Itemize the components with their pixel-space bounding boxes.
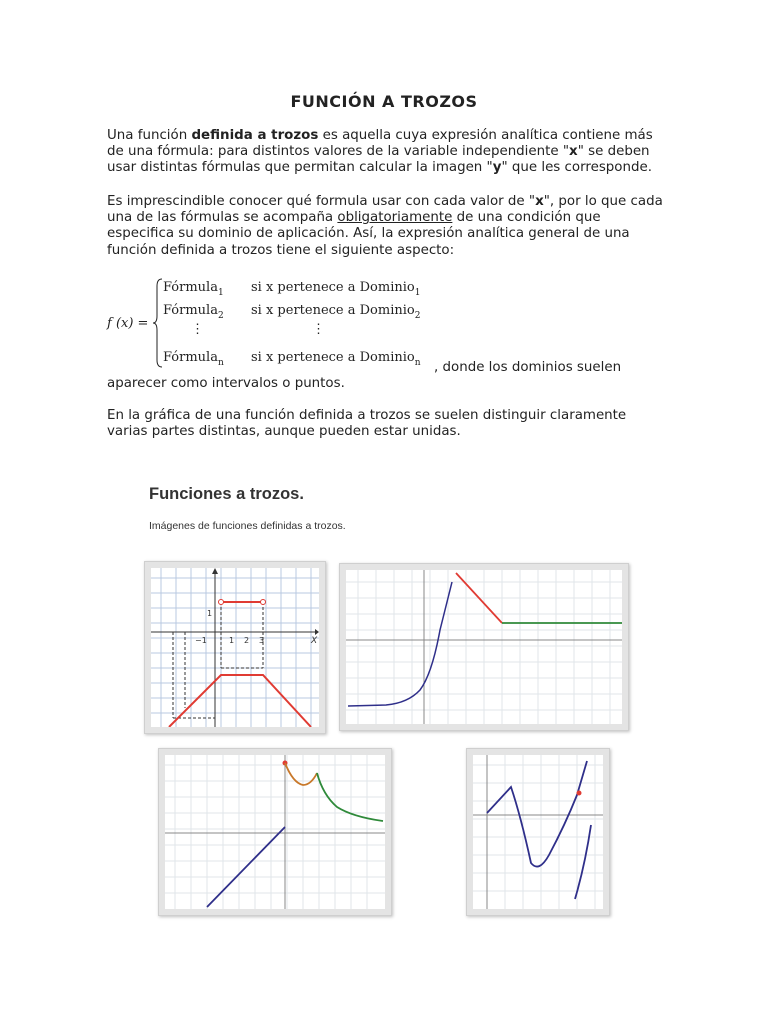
- formula-trailing-text: , donde los dominios suelen: [434, 360, 622, 375]
- underlined-word: obligatoriamente: [337, 210, 453, 226]
- svg-text:1: 1: [207, 609, 213, 618]
- figure-title: Funciones a trozos.: [149, 485, 304, 503]
- svg-text:−1: −1: [195, 636, 207, 645]
- graph-frame: [339, 563, 629, 731]
- vertical-dots: ⋮: [312, 322, 325, 337]
- formula-lhs: f (x) =: [107, 316, 149, 331]
- graph-linear-curves: [165, 755, 385, 909]
- formula-row: Fórmula$_1$ si x pertenece a Dominio$_1$: [163, 280, 421, 298]
- bold-term: definida a trozos: [191, 128, 319, 143]
- svg-text:1: 1: [229, 636, 235, 645]
- axis-label-x: X: [311, 636, 318, 646]
- svg-text:2: 2: [244, 636, 250, 645]
- graph-frame: [466, 748, 610, 916]
- formula-row: Fórmula$_n$ si x pertenece a Dominio$_n$: [163, 350, 421, 368]
- svg-text:3: 3: [259, 636, 265, 645]
- paragraph-graphs: En la gráfica de una función definida a trozos se suelen distinguir claramente varias partes distintas, aunque pueden estar unidas.: [107, 408, 627, 440]
- vertical-dots: ⋮: [191, 322, 204, 337]
- piecewise-formula: [107, 276, 427, 372]
- paragraph-conditions: Es imprescindible conocer qué formula usar con cada valor de "x", por lo que cada una de las fórmulas se acompaña obligatoriamente de una condición que especifica su dominio de aplicación. Así, la expresión analítica general de una función definida a trozos tiene el siguiente aspecto:: [107, 194, 663, 258]
- graph-frame: [144, 561, 326, 734]
- page-title: FUNCIÓN A TROZOS: [290, 92, 478, 111]
- graph-frame: [158, 748, 392, 916]
- formula-row: Fórmula$_2$ si x pertenece a Dominio$_2$: [163, 303, 421, 321]
- figure-subtitle: Imágenes de funciones definidas a trozos.: [149, 520, 346, 532]
- graph-piecewise-linear: [151, 568, 319, 727]
- left-brace: [153, 278, 163, 368]
- paragraph-definition: Una función definida a trozos es aquella cuya expresión analítica contiene más de una fórmula: para distintos valores de la variable independiente "x" se deben usar distintas fórmulas que permitan calcular la imagen "y" que les corresponde.: [107, 128, 653, 176]
- graph-exponential-linear: [346, 570, 622, 724]
- graph-polynomial-pieces: [473, 755, 603, 909]
- formula-trailing-text-2: aparecer como intervalos o puntos.: [107, 376, 345, 391]
